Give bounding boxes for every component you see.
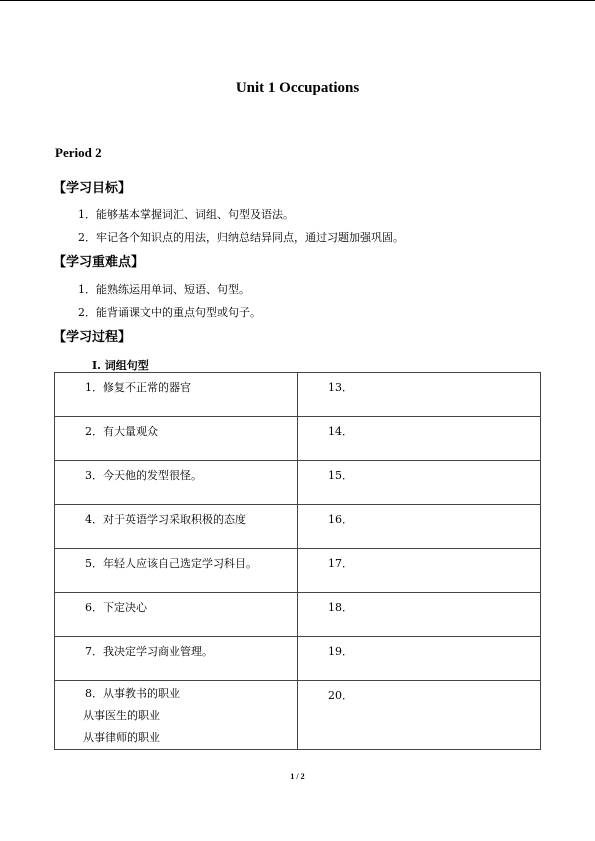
table-row	[55, 681, 541, 750]
key-point-item-2: 2．能背诵课文中的重点句型或句子。	[78, 306, 261, 319]
table-cell-right: 15．	[298, 461, 541, 505]
table-row	[55, 549, 541, 593]
document-title: Unit 1 Occupations	[235, 80, 360, 96]
table-cell-right: 20．	[298, 681, 541, 750]
table-row	[55, 593, 541, 637]
objective-item-1: 1．能够基本掌握词汇、词组、句型及语法。	[78, 208, 294, 221]
table-row	[55, 461, 541, 505]
page-top-border	[0, 0, 595, 1]
table-cell-right: 18．	[298, 593, 541, 637]
page-number: 1 / 2	[290, 772, 305, 781]
table-cell-left: 4．对于英语学习采取积极的态度	[55, 505, 298, 549]
table-row	[55, 505, 541, 549]
table-cell-right: 16．	[298, 505, 541, 549]
table-cell-line: 8．从事教书的职业	[85, 687, 180, 700]
section-heading-objectives: 【学习目标】	[53, 181, 132, 196]
table-cell-right: 17．	[298, 549, 541, 593]
table-cell-left: 3．今天他的发型很怪。	[55, 461, 298, 505]
table-cell-right: 19．	[298, 637, 541, 681]
table-cell-left: 6．下定决心	[55, 593, 298, 637]
table-cell-left: 5．年轻人应该自己选定学习科目。	[55, 549, 298, 593]
table-row	[55, 417, 541, 461]
table-row	[55, 637, 541, 681]
table-caption: I. 词组句型	[92, 359, 149, 372]
table-row	[55, 373, 541, 417]
table-cell-left: 1．修复不正常的器官	[55, 373, 298, 417]
phrase-table	[54, 372, 541, 750]
key-point-item-1: 1．能熟练运用单词、短语、句型。	[78, 283, 250, 296]
table-cell-left: 7．我决定学习商业管理。	[55, 637, 298, 681]
table-cell-line: 从事医生的职业	[83, 709, 160, 722]
table-cell-line: 从事律师的职业	[83, 731, 160, 744]
table-cell-right: 13．	[298, 373, 541, 417]
table-cell-left: 2．有大量观众	[55, 417, 298, 461]
table-cell-left	[55, 681, 298, 750]
table-cell-right: 14．	[298, 417, 541, 461]
period-label: Period 2	[55, 145, 102, 160]
section-heading-process: 【学习过程】	[53, 330, 132, 345]
section-heading-key-points: 【学习重难点】	[53, 255, 145, 270]
objective-item-2: 2．牢记各个知识点的用法，归纳总结异同点，通过习题加强巩固。	[78, 231, 404, 244]
